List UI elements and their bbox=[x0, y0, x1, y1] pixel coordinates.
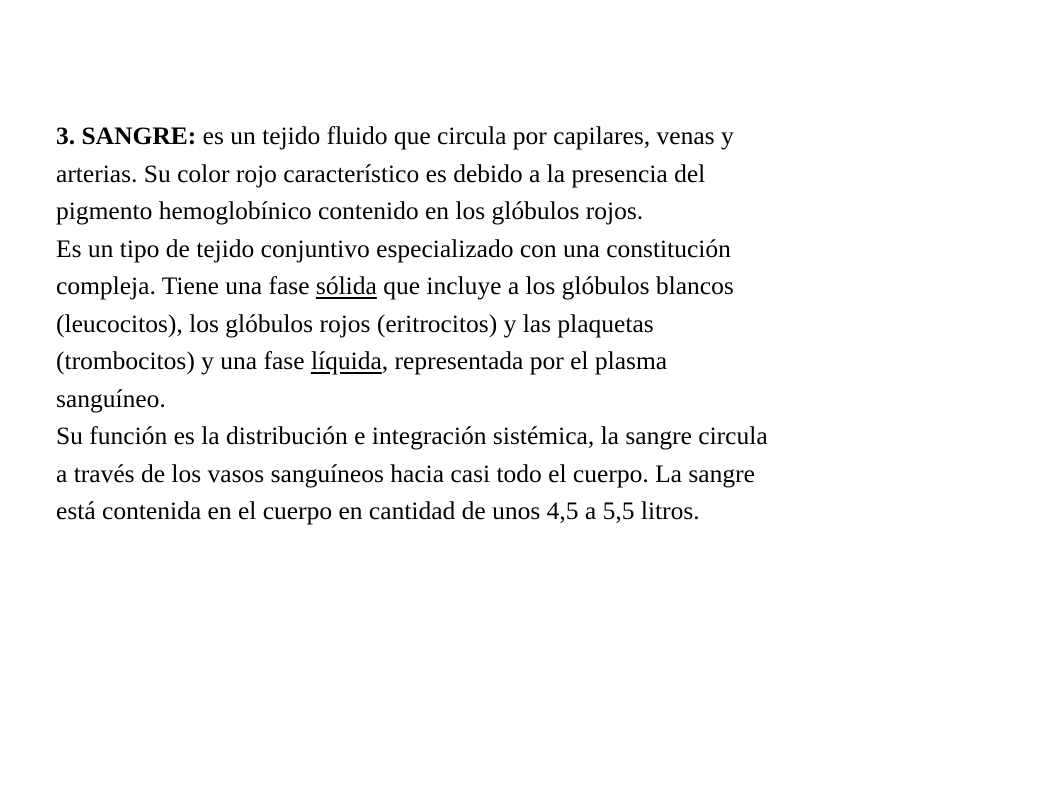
text-line-10: a través de los vasos sanguíneos hacia casi todo el cuerpo. La sangre bbox=[56, 458, 755, 488]
line-7-before: (trombocitos) y una fase bbox=[56, 346, 311, 375]
text-line-6: (leucocitos), los glóbulos rojos (eritrocitos) y las plaquetas bbox=[56, 308, 654, 338]
line-5-before: compleja. Tiene una fase bbox=[56, 271, 316, 300]
text-line-1 bbox=[56, 117, 1016, 155]
text-line-5 bbox=[56, 267, 1016, 305]
text-line-2: arterias. Su color rojo característico es debido a la presencia del bbox=[56, 158, 706, 188]
text-line-3: pigmento hemoglobínico contenido en los glóbulos rojos. bbox=[56, 196, 644, 225]
underlined-solida: sólida bbox=[315, 271, 377, 300]
text-line-8: sanguíneo. bbox=[56, 383, 166, 413]
line-5-after: que incluye a los glóbulos blancos bbox=[376, 271, 734, 300]
text-line-4: Es un tipo de tejido conjuntivo especializado con una constitución bbox=[56, 233, 731, 263]
line-1-text: es un tejido fluido que circula por capilares, venas y bbox=[196, 121, 734, 150]
section-heading: 3. SANGRE: bbox=[56, 121, 197, 150]
text-line-9: Su función es la distribución e integración sistémica, la sangre circula bbox=[56, 421, 768, 450]
body-text bbox=[56, 117, 1016, 530]
underlined-liquida: líquida bbox=[310, 346, 382, 375]
text-line-7 bbox=[56, 342, 1016, 380]
text-line-11: está contenida en el cuerpo en cantidad de unos 4,5 a 5,5 litros. bbox=[56, 496, 700, 525]
line-7-after: , representada por el plasma bbox=[381, 346, 668, 375]
